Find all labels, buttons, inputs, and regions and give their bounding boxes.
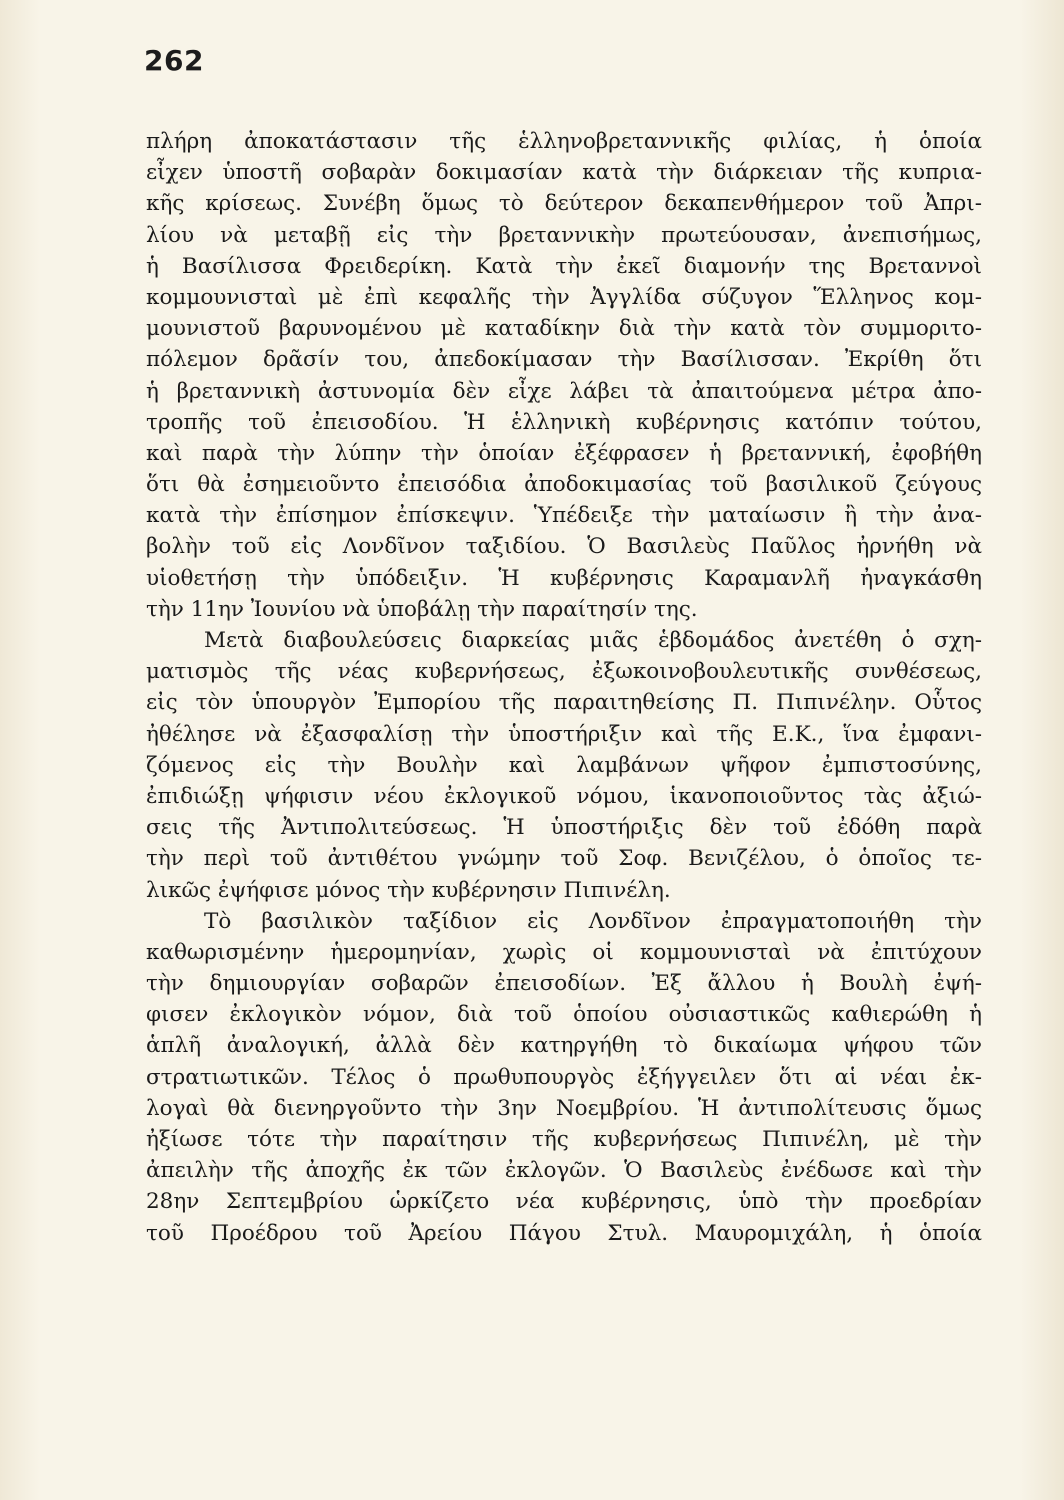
text-line: σεις τῆς Ἀντιπολιτεύσεως. Ἡ ὑποστήριξις δὲν τοῦ ἐδόθη παρὰ [146,815,982,841]
text-line: πλήρη ἀποκατάστασιν τῆς ἑλληνοβρεταννικῆς φιλίας, ἡ ὁποία [146,129,982,154]
text-line: κομμουνισταὶ μὲ ἐπὶ κεφαλῆς τὴν Ἀγγλίδα σύζυγον Ἕλληνος κομ- [146,284,982,310]
text-line: τροπῆς τοῦ ἐπεισοδίου. Ἡ ἑλληνικὴ κυβέρνησις κατόπιν τούτου, [146,409,982,435]
text-line: λογαὶ θὰ διενηργοῦντο τὴν 3ην Νοεμβρίου. Ἡ ἀντιπολίτευσις ὅμως [146,1095,982,1121]
text-line: λίου νὰ μεταβῇ εἰς τὴν βρεταννικὴν πρωτεύουσαν, ἀνεπισήμως, [146,222,982,248]
text-line: κῆς κρίσεως. Συνέβη ὅμως τὸ δεύτερον δεκαπενθήμερον τοῦ Ἀπρι- [146,191,982,217]
text-line: ὅτι θὰ ἐσημειοῦντο ἐπεισόδια ἀποδοκιμασίας τοῦ βασιλικοῦ ζεύγους [146,472,982,498]
text-line: ζόμενος εἰς τὴν Βουλὴν καὶ λαμβάνων ψῆφον ἐμπιστοσύνης, [146,752,982,778]
text-line: υἱοθετήσῃ τὴν ὑπόδειξιν. Ἡ κυβέρνησις Καραμανλῆ ἠναγκάσθη [146,565,982,591]
text-line: ἀπειλὴν τῆς ἀποχῆς ἐκ τῶν ἐκλογῶν. Ὁ Βασιλεὺς ἐνέδωσε καὶ τὴν [146,1158,982,1184]
text-line: φισεν ἐκλογικὸν νόμον, διὰ τοῦ ὁποίου οὐσιαστικῶς καθιερώθη ἡ [146,1002,982,1028]
text-line: τὴν 11ην Ἰουνίου νὰ ὑποβάλῃ τὴν παραίτησίν της. [146,596,698,622]
text-line: στρατιωτικῶν. Τέλος ὁ πρωθυπουργὸς ἐξήγγειλεν ὅτι αἱ νέαι ἐκ- [146,1064,982,1090]
text-line: εἶχεν ὑποστῆ σοβαρὰν δοκιμασίαν κατὰ τὴν διάρκειαν τῆς κυπρια- [146,160,982,186]
text-line: τοῦ Προέδρου τοῦ Ἀρείου Πάγου Στυλ. Μαυρομιχάλη, ἡ ὁποία [146,1220,982,1246]
text-line: καθωρισμένην ἡμερομηνίαν, χωρὶς οἱ κομμουνισταὶ νὰ ἐπιτύχουν [146,939,982,965]
text-line: τὴν δημιουργίαν σοβαρῶν ἐπεισοδίων. Ἐξ ἄλλου ἡ Βουλὴ ἐψή- [146,971,982,997]
page-number: 262 [144,44,204,77]
text-line: τὴν περὶ τοῦ ἀντιθέτου γνώμην τοῦ Σοφ. Βενιζέλου, ὁ ὁποῖος τε- [146,846,982,872]
text-line: εἰς τὸν ὑπουργὸν Ἐμπορίου τῆς παραιτηθείσης Π. Πιπινέλην. Οὗτος [146,690,982,716]
text-line: Μετὰ διαβουλεύσεις διαρκείας μιᾶς ἑβδομάδος ἀνετέθη ὁ σχη- [204,628,982,653]
text-line: ἁπλῆ ἀναλογική, ἀλλὰ δὲν κατηργήθη τὸ δικαίωμα ψήφου τῶν [146,1033,982,1059]
text-line: μουνιστοῦ βαρυνομένου μὲ καταδίκην διὰ τὴν κατὰ τὸν συμμοριτο- [146,316,982,342]
text-line: πόλεμον δρᾶσίν του, ἀπεδοκίμασαν τὴν Βασίλισσαν. Ἐκρίθη ὅτι [146,347,982,373]
text-line: κατὰ τὴν ἐπίσημον ἐπίσκεψιν. Ὑπέδειξε τὴν ματαίωσιν ἢ τὴν ἀνα- [146,503,982,529]
text-line: ἠξίωσε τότε τὴν παραίτησιν τῆς κυβερνήσεως Πιπινέλη, μὲ τὴν [146,1127,982,1152]
text-line: ἠθέλησε νὰ ἐξασφαλίσῃ τὴν ὑποστήριξιν καὶ τῆς Ε.Κ., ἵνα ἐμφανι- [146,721,982,747]
text-line: ἡ Βασίλισσα Φρειδερίκη. Κατὰ τὴν ἐκεῖ διαμονήν της Βρεταννοὶ [146,253,982,279]
text-line: ἐπιδιώξῃ ψήφισιν νέου ἐκλογικοῦ νόμου, ἱκανοποιοῦντος τὰς ἀξιώ- [146,783,982,809]
text-line: καὶ παρὰ τὴν λύπην τὴν ὁποίαν ἐξέφρασεν ἡ βρεταννική, ἐφοβήθη [146,440,982,466]
text-line: 28ην Σεπτεμβρίου ὡρκίζετο νέα κυβέρνησις, ὑπὸ τὴν προεδρίαν [146,1189,982,1215]
text-line: ματισμὸς τῆς νέας κυβερνήσεως, ἐξωκοινοβουλευτικῆς συνθέσεως, [146,659,982,685]
text-line: λικῶς ἐψήφισε μόνος τὴν κυβέρνησιν Πιπινέλη. [146,877,671,903]
text-line: Τὸ βασιλικὸν ταξίδιον εἰς Λονδῖνον ἐπραγματοποιήθη τὴν [204,908,982,934]
body-text [146,126,982,1249]
text-line: βολὴν τοῦ εἰς Λονδῖνον ταξιδίου. Ὁ Βασιλεὺς Παῦλος ἠρνήθη νὰ [146,534,982,560]
text-line: ἡ βρεταννικὴ ἀστυνομία δὲν εἶχε λάβει τὰ ἀπαιτούμενα μέτρα ἀπο- [146,378,982,404]
